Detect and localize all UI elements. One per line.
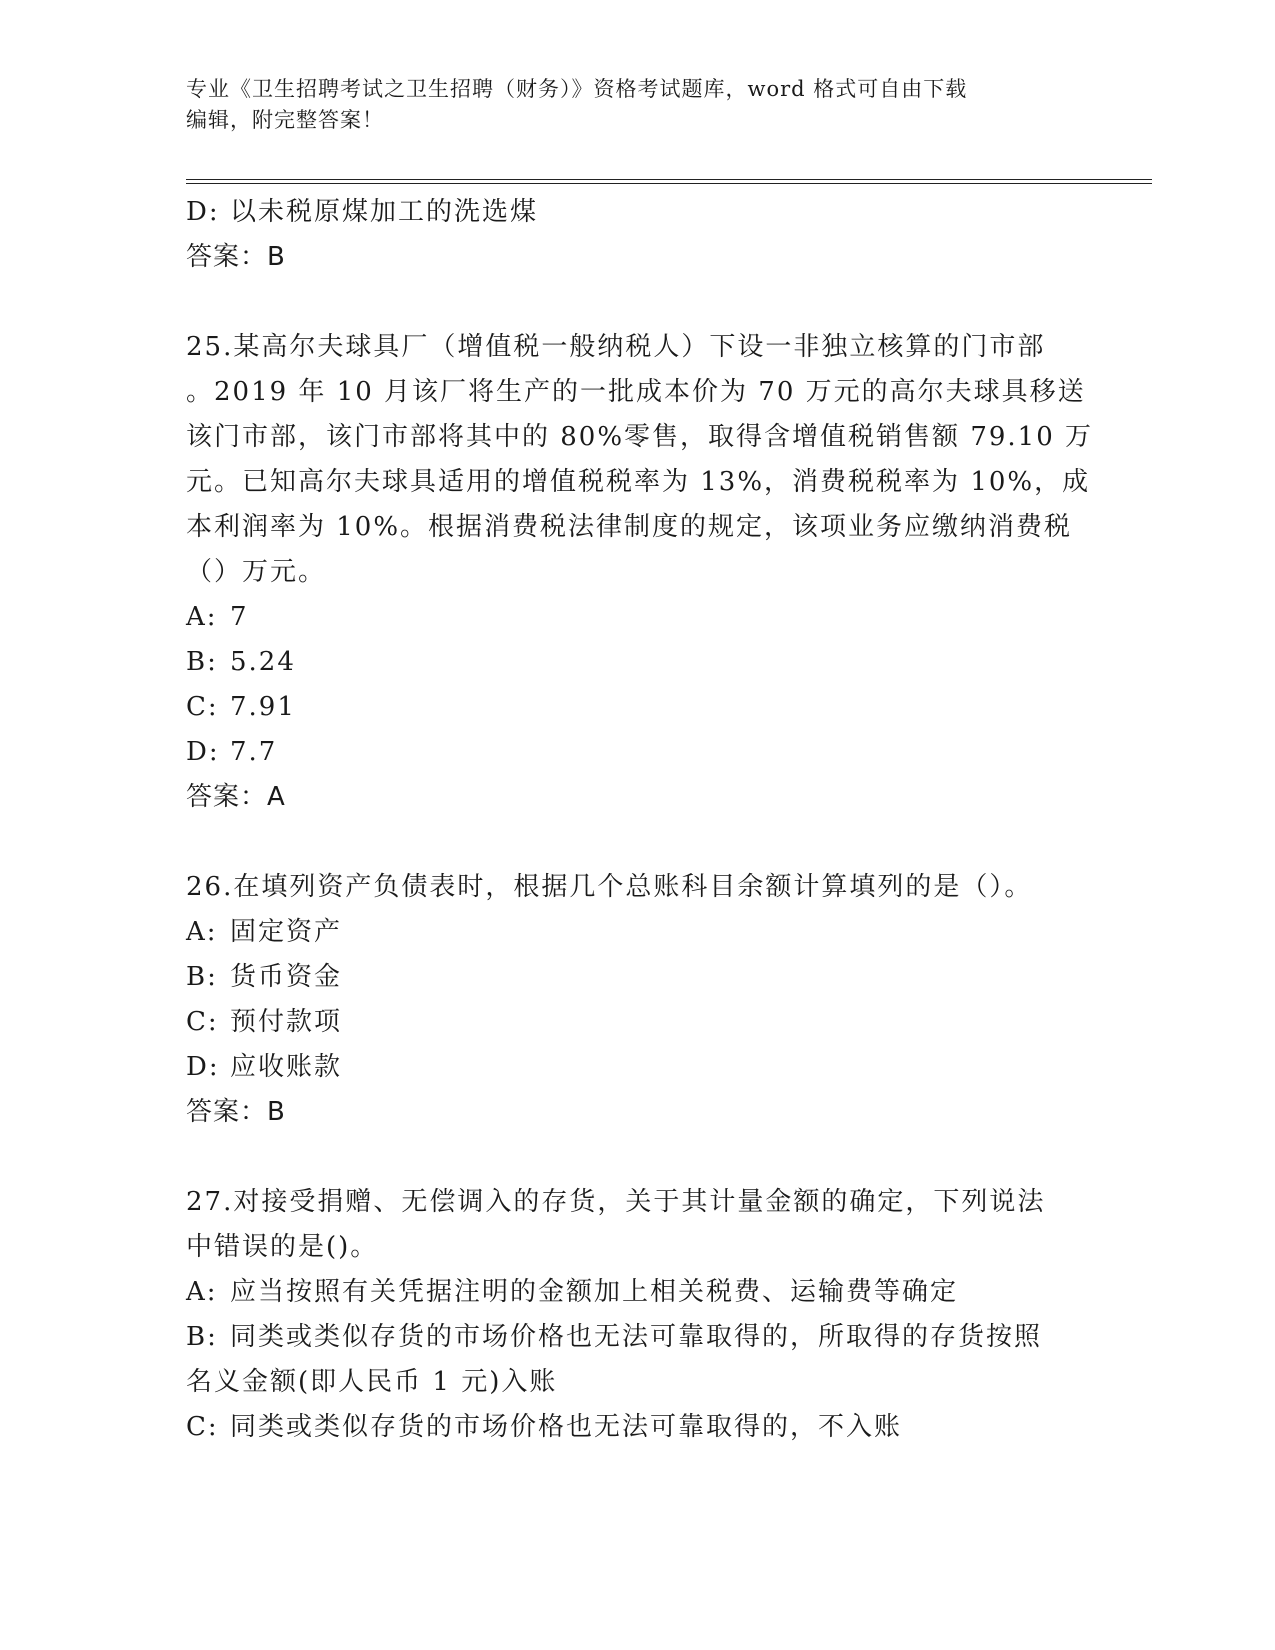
option-c	[186, 1405, 1086, 1450]
option-d	[186, 1045, 1086, 1090]
question-text-line: 25.某高尔夫球具厂（增值税一般纳税人）下设一非独立核算的门市部	[186, 332, 1046, 362]
option-label: C:	[186, 1007, 219, 1037]
prev-option-d	[186, 190, 1086, 235]
option-label: C:	[186, 1412, 219, 1442]
option-text: 5.24	[230, 647, 296, 677]
option-d	[186, 730, 1086, 775]
question-text-line: 中错误的是()。	[186, 1232, 379, 1262]
question-text-line: 。2019 年 10 月该厂将生产的一批成本价为 70 万元的高尔夫球具移送	[186, 377, 1086, 407]
option-text: 7	[230, 602, 249, 632]
question-text-line: 元。已知高尔夫球具适用的增值税税率为 13%，消费税税率为 10%，成	[186, 467, 1091, 497]
question-text-line: 27.对接受捐赠、无偿调入的存货，关于其计量金额的确定，下列说法	[186, 1187, 1046, 1217]
option-text: 同类或类似存货的市场价格也无法可靠取得的，不入账	[230, 1412, 903, 1442]
option-b-continued: 名义金额(即人民币 1 元)入账	[186, 1367, 558, 1397]
question-content	[186, 190, 1094, 1450]
option-text: 货币资金	[230, 962, 343, 992]
spacer	[186, 280, 1086, 325]
option-b	[186, 640, 1086, 685]
page-header	[186, 74, 1066, 136]
spacer	[186, 820, 1086, 865]
option-label: D:	[186, 197, 220, 227]
answer: 答案：A	[186, 782, 286, 812]
question-25	[186, 325, 1094, 820]
header-line-1: 专业《卫生招聘考试之卫生招聘（财务）》资格考试题库，word 格式可自由下载	[186, 77, 968, 101]
prev-answer: 答案：B	[186, 242, 286, 272]
option-text: 应当按照有关凭据注明的金额加上相关税费、运输费等确定	[230, 1277, 959, 1307]
question-text-line: 本利润率为 10%。根据消费税法律制度的规定，该项业务应缴纳消费税	[186, 512, 1073, 542]
answer: 答案：B	[186, 1097, 286, 1127]
spacer	[186, 1135, 1086, 1180]
header-rule-top	[186, 179, 1152, 180]
header-rule-bottom	[186, 183, 1152, 184]
question-27	[186, 1180, 1086, 1450]
question-26	[186, 865, 1086, 1135]
option-label: A:	[186, 1277, 218, 1307]
option-text: 7.7	[230, 737, 278, 767]
option-label: D:	[186, 737, 220, 767]
header-line-2: 编辑，附完整答案！	[186, 108, 384, 132]
option-label: C:	[186, 692, 219, 722]
question-text-line: 该门市部，该门市部将其中的 80%零售，取得含增值税销售额 79.10 万	[186, 422, 1094, 452]
option-text: 预付款项	[230, 1007, 343, 1037]
option-text: 7.91	[230, 692, 296, 722]
option-label: D:	[186, 1052, 220, 1082]
option-text: 同类或类似存货的市场价格也无法可靠取得的，所取得的存货按照	[230, 1322, 1043, 1352]
option-label: B:	[186, 647, 218, 677]
option-b	[186, 1315, 1086, 1360]
option-label: A:	[186, 602, 218, 632]
option-text: 以未税原煤加工的洗选煤	[230, 197, 539, 227]
question-text-line: 26.在填列资产负债表时，根据几个总账科目余额计算填列的是（）。	[186, 872, 1033, 902]
option-c	[186, 1000, 1086, 1045]
option-a	[186, 1270, 1086, 1315]
option-c	[186, 685, 1086, 730]
option-label: B:	[186, 962, 218, 992]
option-text: 固定资产	[230, 917, 343, 947]
option-a	[186, 595, 1086, 640]
option-label: A:	[186, 917, 218, 947]
option-label: B:	[186, 1322, 218, 1352]
option-b	[186, 955, 1086, 1000]
option-text: 应收账款	[230, 1052, 343, 1082]
option-a	[186, 910, 1086, 955]
question-text-line: （）万元。	[186, 557, 327, 587]
